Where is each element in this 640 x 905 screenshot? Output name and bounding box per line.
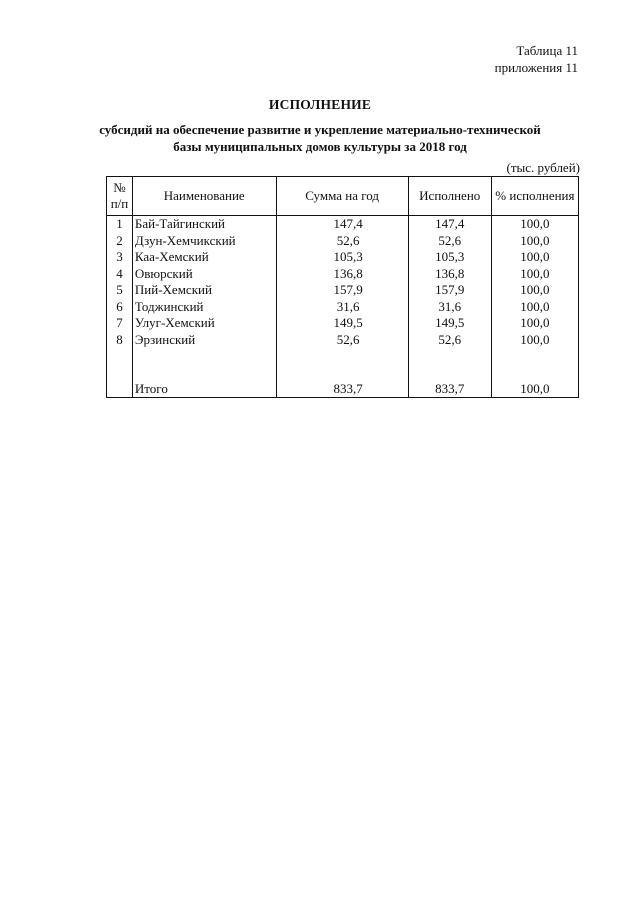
row-num: 7: [107, 315, 133, 332]
row-done: 105,3: [408, 249, 491, 266]
row-name: Каа-Хемский: [132, 249, 276, 266]
row-done: 136,8: [408, 266, 491, 283]
table-total-row: [107, 378, 579, 398]
row-num: 3: [107, 249, 133, 266]
header-num: № п/п: [107, 177, 133, 216]
row-pct: 100,0: [491, 282, 578, 299]
row-pct: 100,0: [491, 249, 578, 266]
table-spacer-row: [107, 348, 579, 378]
row-num: 1: [107, 216, 133, 233]
table-row: [107, 332, 579, 349]
row-name: Бай-Тайгинский: [132, 216, 276, 233]
total-pct: 100,0: [491, 378, 578, 398]
row-pct: 100,0: [491, 332, 578, 349]
row-pct: 100,0: [491, 299, 578, 316]
row-num: 8: [107, 332, 133, 349]
row-done: 157,9: [408, 282, 491, 299]
row-sum: 157,9: [276, 282, 408, 299]
units-label: (тыс. рублей): [506, 160, 580, 175]
row-pct: 100,0: [491, 315, 578, 332]
table-header-row: [107, 177, 579, 216]
total-done: 833,7: [408, 378, 491, 398]
row-name: Улуг-Хемский: [132, 315, 276, 332]
table-number: Таблица 11: [516, 43, 578, 58]
row-name: Дзун-Хемчикский: [132, 233, 276, 250]
subtitle-line-1: субсидий на обеспечение развитие и укрепление материально-технической: [99, 122, 541, 137]
row-num: 4: [107, 266, 133, 283]
row-pct: 100,0: [491, 233, 578, 250]
table-row: [107, 249, 579, 266]
row-sum: 52,6: [276, 332, 408, 349]
row-num: 2: [107, 233, 133, 250]
header-sum: Сумма на год: [276, 177, 408, 216]
row-pct: 100,0: [491, 216, 578, 233]
row-done: 52,6: [408, 332, 491, 349]
document-subtitle: [0, 121, 640, 155]
header-name: Наименование: [132, 177, 276, 216]
header-done: Исполнено: [408, 177, 491, 216]
row-sum: 105,3: [276, 249, 408, 266]
row-sum: 149,5: [276, 315, 408, 332]
table-row: [107, 266, 579, 283]
table-row: [107, 216, 579, 233]
row-sum: 147,4: [276, 216, 408, 233]
row-name: Тоджинский: [132, 299, 276, 316]
table-row: [107, 233, 579, 250]
appendix-number: приложения 11: [494, 60, 578, 75]
table-row: [107, 299, 579, 316]
row-done: 147,4: [408, 216, 491, 233]
row-name: Эрзинский: [132, 332, 276, 349]
document-title: ИСПОЛНЕНИЕ: [268, 97, 372, 112]
row-sum: 31,6: [276, 299, 408, 316]
row-done: 31,6: [408, 299, 491, 316]
table-row: [107, 315, 579, 332]
row-pct: 100,0: [491, 266, 578, 283]
row-name: Пий-Хемский: [132, 282, 276, 299]
row-sum: 136,8: [276, 266, 408, 283]
row-done: 52,6: [408, 233, 491, 250]
header-pct: % исполнения: [491, 177, 578, 216]
subsidy-table: [106, 176, 579, 398]
table-row: [107, 282, 579, 299]
total-label: Итого: [132, 378, 276, 398]
row-num: 5: [107, 282, 133, 299]
table-reference: [495, 42, 578, 76]
row-done: 149,5: [408, 315, 491, 332]
row-num: 6: [107, 299, 133, 316]
row-name: Овюрский: [132, 266, 276, 283]
row-sum: 52,6: [276, 233, 408, 250]
subtitle-line-2: базы муниципальных домов культуры за 2018 год: [173, 139, 467, 154]
total-sum: 833,7: [276, 378, 408, 398]
